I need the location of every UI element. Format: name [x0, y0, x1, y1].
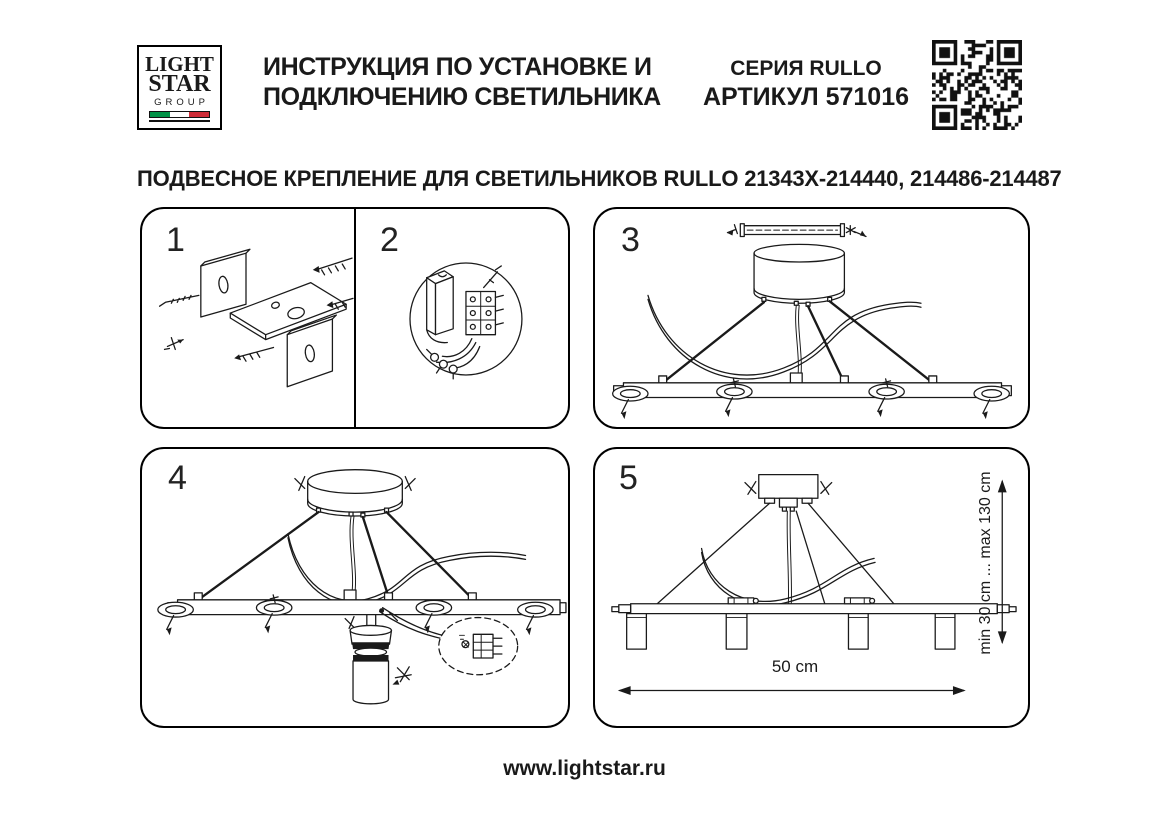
sparkle-icon	[821, 482, 832, 495]
final-assembly-diagram	[595, 449, 1028, 726]
lightstar-logo	[137, 45, 222, 130]
step-number-3: 3	[621, 221, 640, 259]
suspension-cables	[663, 301, 933, 383]
page-title	[263, 52, 661, 112]
step-number-5: 5	[619, 459, 638, 497]
wiring-and-shade-diagram	[142, 449, 568, 726]
logo-text-group: GROUP	[154, 97, 209, 108]
sparkle-icon	[345, 617, 354, 629]
logo-text-star: STAR	[148, 71, 211, 97]
power-cord	[288, 534, 526, 605]
logo-underline	[149, 120, 210, 122]
sparkle-icon	[295, 477, 305, 491]
width-dimension-label: 50 cm	[771, 657, 819, 676]
power-cord	[648, 295, 921, 379]
socket-and-shade	[345, 613, 411, 704]
step-number-1: 1	[166, 221, 185, 259]
italian-flag-stripe	[149, 111, 210, 118]
terminal-detail	[439, 618, 518, 675]
fixture-bar	[614, 373, 1012, 398]
canopy	[295, 470, 415, 517]
title-line-1: ИНСТРУКЦИЯ ПО УСТАНОВКЕ И	[263, 53, 652, 81]
height-dimension	[998, 480, 1007, 645]
bracket-and-terminal-diagram	[142, 209, 568, 427]
width-dimension	[618, 686, 966, 695]
screw-icon	[164, 338, 183, 350]
fixing-arrows	[621, 398, 989, 420]
fixture-bar	[168, 590, 566, 615]
logo-text-light: LIGHT	[145, 52, 214, 76]
panel-step-3	[593, 207, 1030, 429]
sparkle-icon	[405, 477, 415, 491]
series-label: СЕРИЯ RULLO	[730, 57, 882, 80]
suspension-cables	[657, 503, 894, 604]
ceiling-canopy	[745, 475, 832, 511]
qr-code	[932, 40, 1022, 130]
height-dimension-label: min 30 cm ... max 130 cm	[977, 471, 994, 655]
article-label: АРТИКУЛ 571016	[702, 83, 910, 111]
panel-step-1-2	[140, 207, 570, 429]
title-line-2: ПОДКЛЮЧЕНИЮ СВЕТИЛЬНИКА	[263, 83, 661, 111]
step-number-2: 2	[380, 221, 399, 259]
screw-icon	[395, 667, 411, 682]
series-block	[696, 56, 916, 112]
terminal-detail-drawing	[410, 263, 522, 379]
suspension-cables	[198, 512, 473, 600]
step-number-4: 4	[168, 459, 187, 497]
fixture-bar	[612, 598, 1016, 614]
sparkle-icon	[745, 482, 756, 495]
subtitle: ПОДВЕСНОЕ КРЕПЛЕНИЕ ДЛЯ СВЕТИЛЬНИКОВ RULLO 21343X-214440, 214486-214487	[137, 166, 1062, 191]
hanging-assembly-diagram	[595, 209, 1028, 427]
ceiling-bracket	[727, 224, 866, 237]
website-url: www.lightstar.ru	[503, 757, 666, 780]
canopy	[754, 244, 844, 306]
panel-step-5	[593, 447, 1030, 728]
panel-step-4	[140, 447, 570, 728]
mounting-bracket-drawing	[201, 249, 346, 386]
lamp-shades	[627, 614, 955, 649]
